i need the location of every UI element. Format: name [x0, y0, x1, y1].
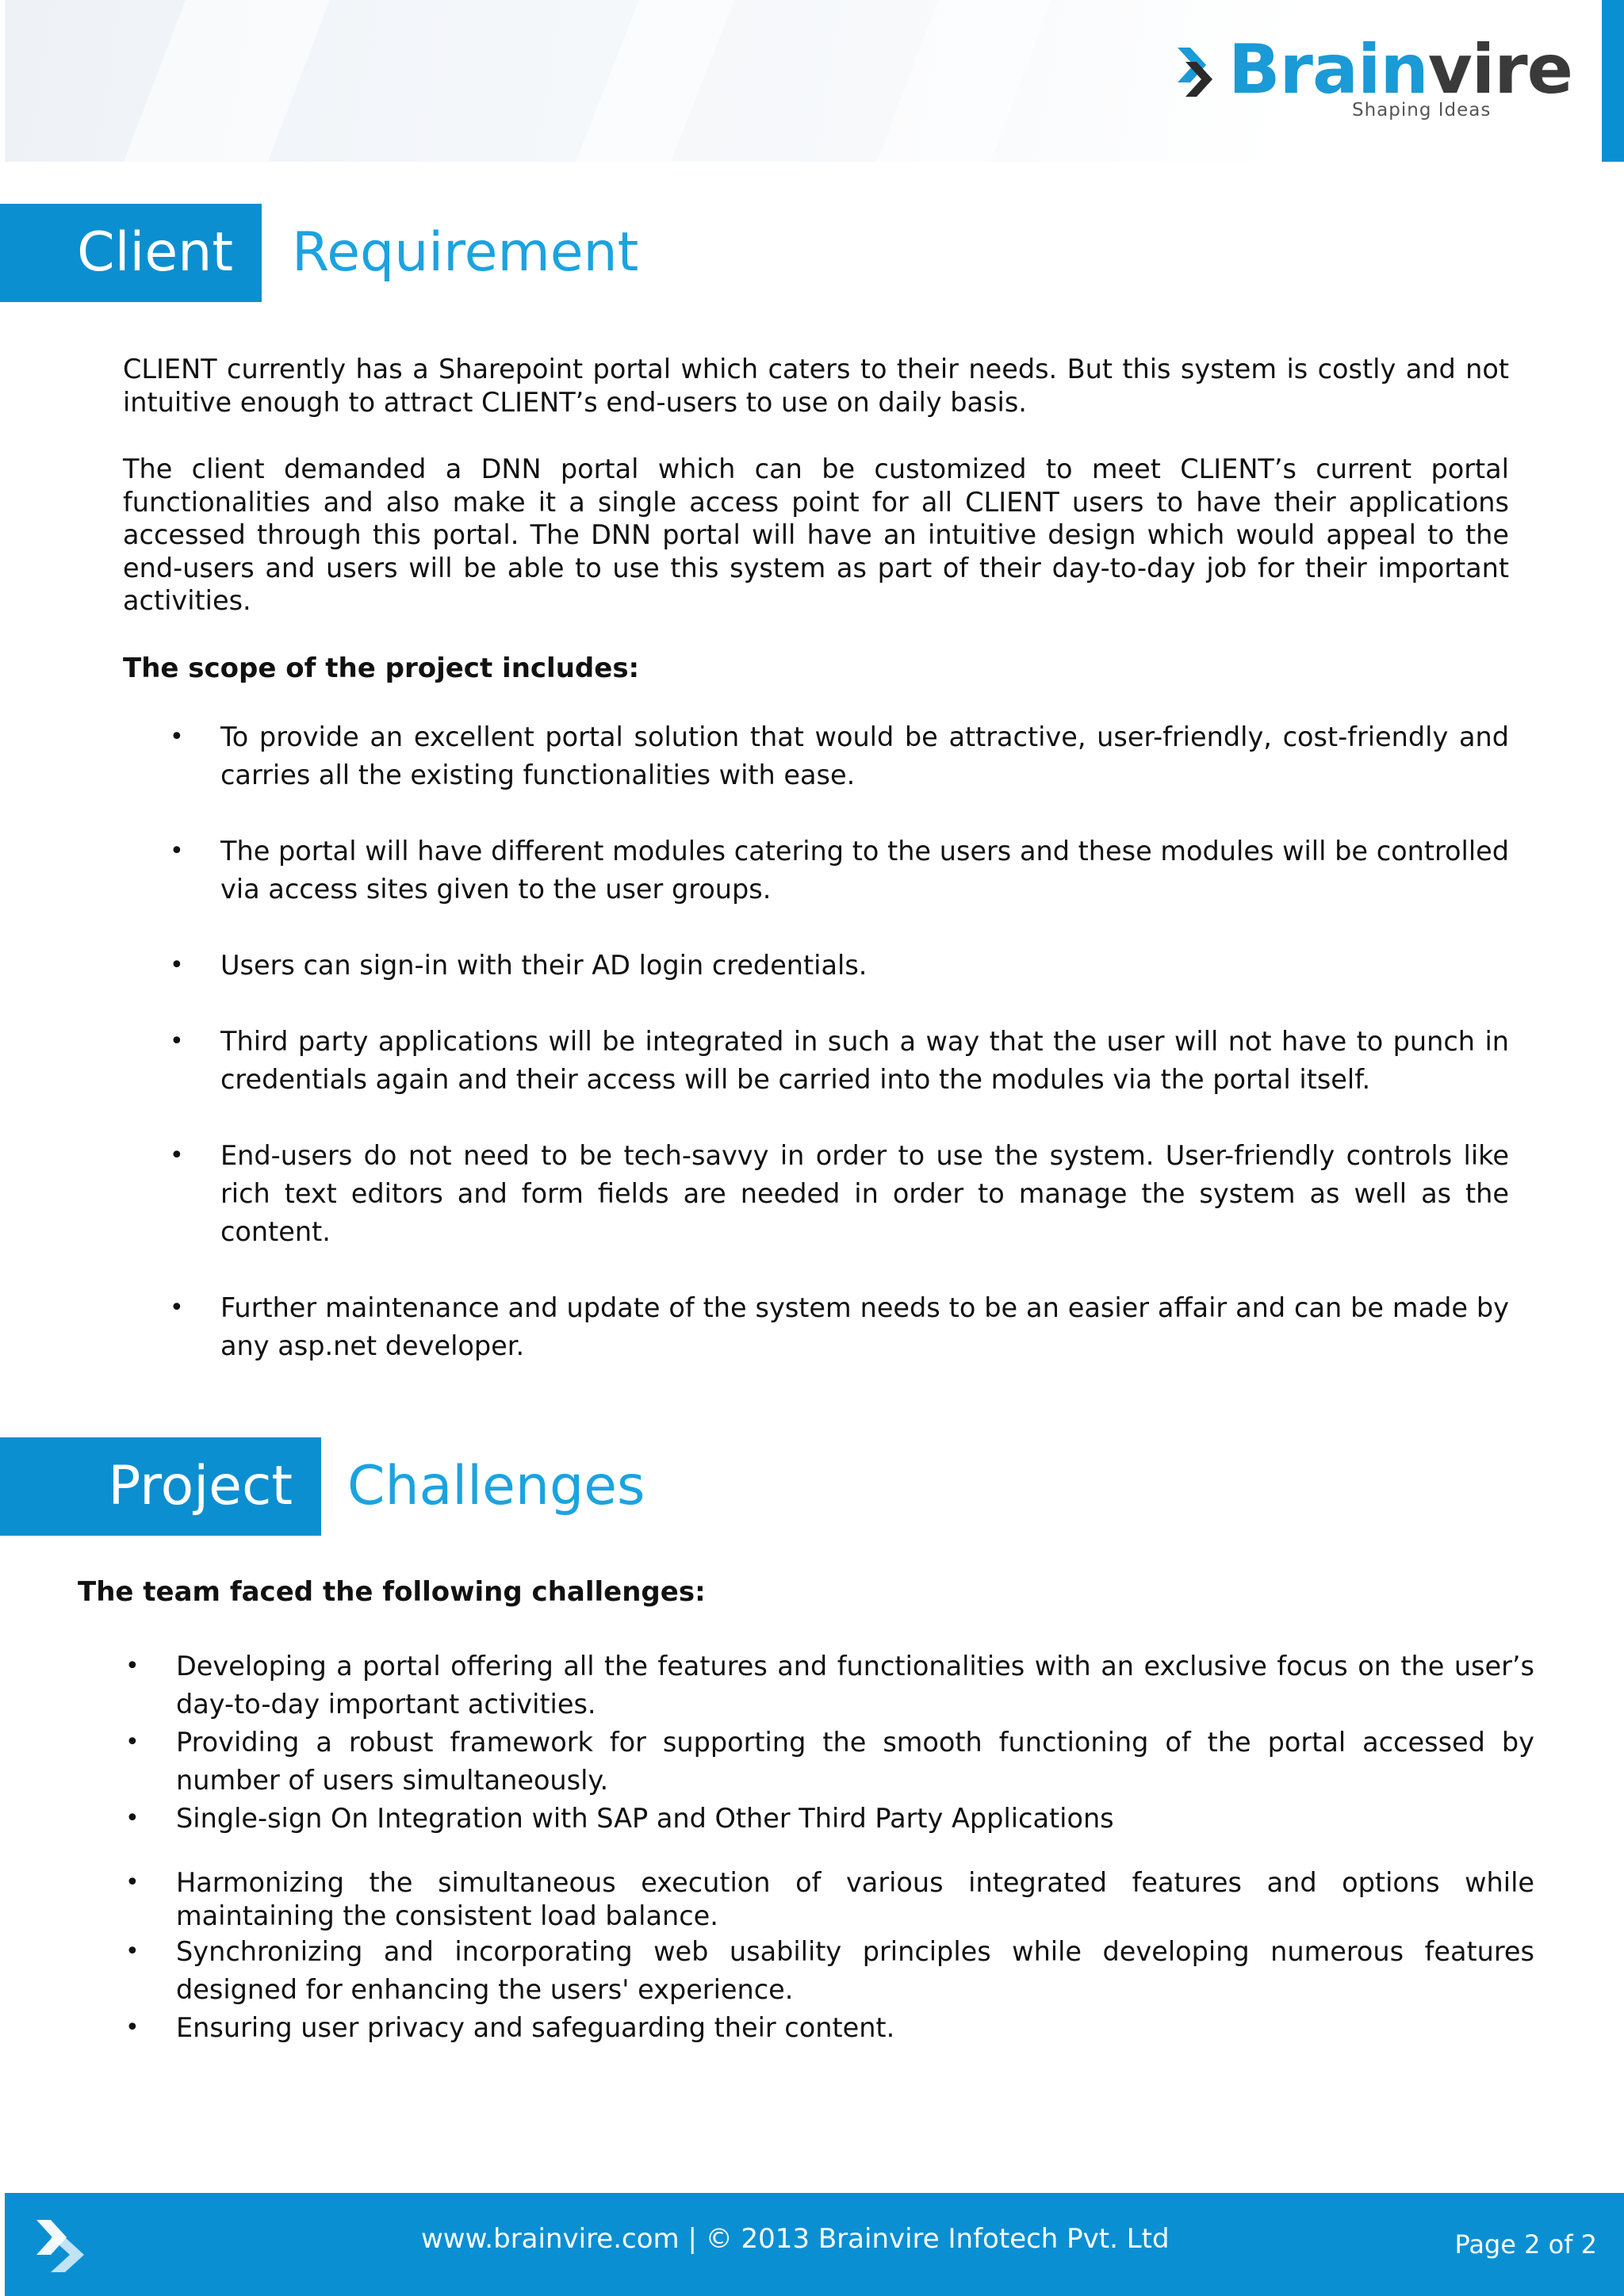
list-item-text: Single-sign On Integration with SAP and Other Third Party Applications: [176, 1803, 1114, 1834]
bullet-icon: •: [170, 1027, 184, 1055]
list-item: [125, 1800, 1534, 1838]
bullet-icon: •: [125, 1652, 140, 1680]
section-title-project-challenges: [0, 1437, 714, 1536]
logo-wordmark-secondary: vire: [1427, 30, 1572, 109]
list-item-text: To provide an excellent portal solution that would be attractive, user-friendly, cost-friendly and carries all the existing functionalities with ease.: [220, 721, 1509, 790]
list-item-text: Harmonizing the simultaneous execution of various integrated features and options while maintaining the consistent load balance.: [176, 1867, 1534, 1931]
scope-heading: The scope of the project includes:: [123, 652, 640, 684]
paragraph-demand: The client demanded a DNN portal which can be customized to meet CLIENT’s current portal functionalities and also make it a single access point for all CLIENT users to have their applications accessed through this portal. The DNN portal will have an intuitive design which would appeal to the end-users and users will be able to use this system as part of their day-to-day job for their important activities.: [123, 453, 1509, 616]
header-accent-bar: [1602, 0, 1624, 162]
list-item: [170, 1023, 1509, 1099]
list-item: [125, 1647, 1534, 1724]
list-item: [125, 2009, 1534, 2047]
bullet-icon: •: [170, 723, 184, 751]
paragraph-intro: CLIENT currently has a Sharepoint portal which caters to their needs. But this system is costly and not intuitive enough to attract CLIENT’s end-users to use on daily basis.: [123, 354, 1509, 418]
list-item: [125, 1933, 1534, 2009]
challenges-heading: The team faced the following challenges:: [78, 1576, 706, 1608]
list-item: [170, 718, 1509, 794]
list-item: [125, 1724, 1534, 1800]
brainvire-chevron-icon: [35, 2218, 89, 2274]
list-item-text: Ensuring user privacy and safeguarding their content.: [176, 2012, 895, 2043]
brainvire-chevron-icon: [1178, 44, 1217, 100]
list-item-text: Developing a portal offering all the features and functionalities with an exclusive focus on the user’s day-to-day important activities.: [176, 1651, 1534, 1720]
list-item-text: Further maintenance and update of the system needs to be an easier affair and can be made by any asp.net developer.: [220, 1292, 1509, 1361]
list-item: [170, 832, 1509, 909]
section-title-rest: Challenges: [347, 1455, 645, 1517]
bullet-icon: •: [170, 837, 184, 865]
list-item-text: The portal will have different modules catering to the users and these modules will be controlled via access sites given to the user groups.: [220, 836, 1509, 905]
footer: [5, 2193, 1624, 2296]
list-item-text: Users can sign-in with their AD login credentials.: [220, 950, 868, 981]
section-title-client-requirement: [0, 204, 714, 302]
bullet-icon: •: [125, 1728, 140, 1756]
page-number: Page 2 of 2: [1454, 2229, 1597, 2260]
header-decor-shape: [576, 0, 734, 162]
bullet-icon: •: [125, 1804, 140, 1832]
list-item: [170, 1289, 1509, 1365]
list-item-text: End-users do not need to be tech-savvy in order to use the system. User-friendly controls like rich text editors and form fields are needed in order to manage the system as well as the content.: [220, 1140, 1509, 1247]
bullet-icon: •: [125, 1938, 140, 1965]
section-title-boxed: Client: [0, 204, 262, 302]
list-item: [170, 1137, 1509, 1251]
header-decor-shape: [124, 0, 330, 162]
bullet-icon: •: [170, 951, 184, 979]
list-item-text: Synchronizing and incorporating web usability principles while developing numerous features designed for enhancing the users' experience.: [176, 1936, 1534, 2005]
bullet-icon: •: [125, 2014, 140, 2042]
list-item: [170, 947, 1509, 985]
footer-copyright: www.brainvire.com | © 2013 Brainvire Infotech Pvt. Ltd: [421, 2223, 1170, 2255]
bullet-icon: •: [170, 1142, 184, 1169]
list-item: [125, 1866, 1534, 1933]
bullet-icon: •: [125, 1869, 140, 1896]
list-item-text: Providing a robust framework for supporting the smooth functioning of the portal accessed by number of users simultaneously.: [176, 1727, 1534, 1796]
logo-wordmark: [1228, 30, 1572, 109]
bullet-icon: •: [170, 1294, 184, 1322]
logo-tagline: Shaping Ideas: [1352, 100, 1492, 121]
brainvire-logo: [1178, 30, 1572, 128]
section-title-boxed: Project: [0, 1437, 321, 1536]
logo-wordmark-primary: Brain: [1228, 30, 1428, 109]
header-decor-shape: [877, 0, 1051, 162]
list-item-text: Third party applications will be integrated in such a way that the user will not have to punch in credentials again and their access will be carried into the modules via the portal itself.: [220, 1026, 1509, 1095]
section-title-rest: Requirement: [292, 221, 639, 284]
